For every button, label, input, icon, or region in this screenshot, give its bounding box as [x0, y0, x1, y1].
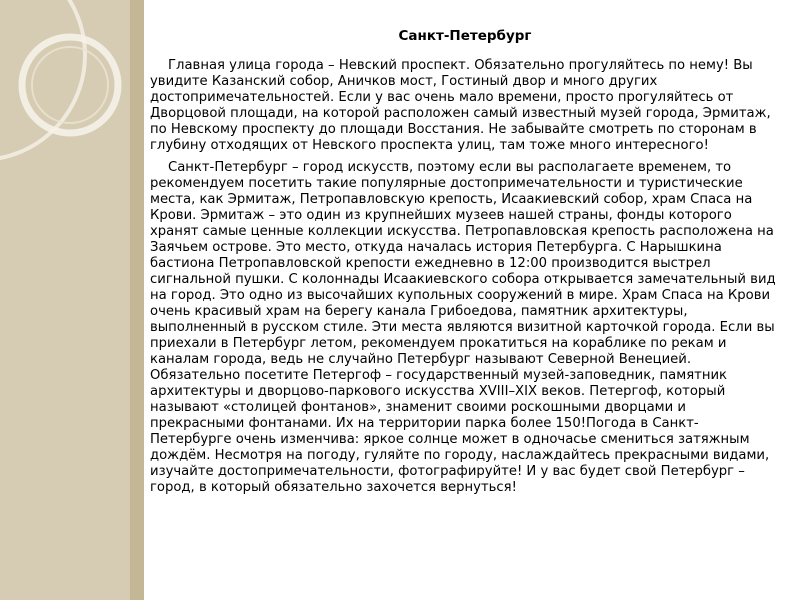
text-body	[150, 28, 780, 502]
slide-title: Санкт-Петербург	[398, 28, 532, 44]
decorative-ring-medium	[22, 37, 118, 133]
paragraph-nevsky: Главная улица города – Невский проспект. Обязательно прогуляйтесь по нему! Вы увидите Казанский собор, Аничков мост, Гостиный двор и много других достопримечательностей. Если у вас очень мало времени, просто прогуляйтесь от Дворцовой площади, на которой расположен самый известный музей города, Эрмитаж, по Невскому проспекту до площади Восстания. Не забывайте смотреть по сторонам в глубину отходящих от Невского проспекта улиц, там тоже много интересного!	[150, 58, 771, 153]
paragraph-city-of-arts: Санкт-Петербург – город искусств, поэтому если вы располагаете временем, то рекомендуем посетить такие популярные достопримечательности и туристические места, как Эрмитаж, Петропавловскую крепость, Исаакиевский собор, храм Спаса на Крови. Эрмитаж – это один из крупнейших музеев нашей страны, фонды которого хранят самые ценные коллекции искусства. Петропавловская крепость расположена на Заячьем острове. Это место, откуда началась история Петербурга. С Нарышкина бастиона Петропавловской крепости ежедневно в 12:00 производится выстрел сигнальной пушки. С колоннады Исаакиевского собора открывается замечательный вид на город. Это одно из высочайших купольных сооружений в мире. Храм Спаса на Крови очень красивый храм на берегу канала Грибоедова, памятник архитектуры, выполненный в русском стиле. Эти места являются визитной карточкой города. Если вы приехали в Петербург летом, рекомендуем прокатиться на кораблике по рекам и каналам города, ведь не случайно Петербург называют Северной Венецией. Обязательно посетите Петергоф – государственный музей-заповедник, памятник архитектуры и дворцово-паркового искусства XVIII–XIX веков. Петергоф, который называют «столицей фонтанов», знаменит своими роскошными дворцами и прекрасными фонтанами. Их на территории парка более 150!Погода в Санкт-Петербурге очень изменчива: яркое солнце может в одночасье смениться затяжным дождём. Несмотря на погоду, гуляйте по городу, наслаждайтесь прекрасными видами, изучайте достопримечательности, фотографируйте! И у вас будет свой Петербург – город, в который обязательно захочется вернуться!	[150, 160, 776, 495]
